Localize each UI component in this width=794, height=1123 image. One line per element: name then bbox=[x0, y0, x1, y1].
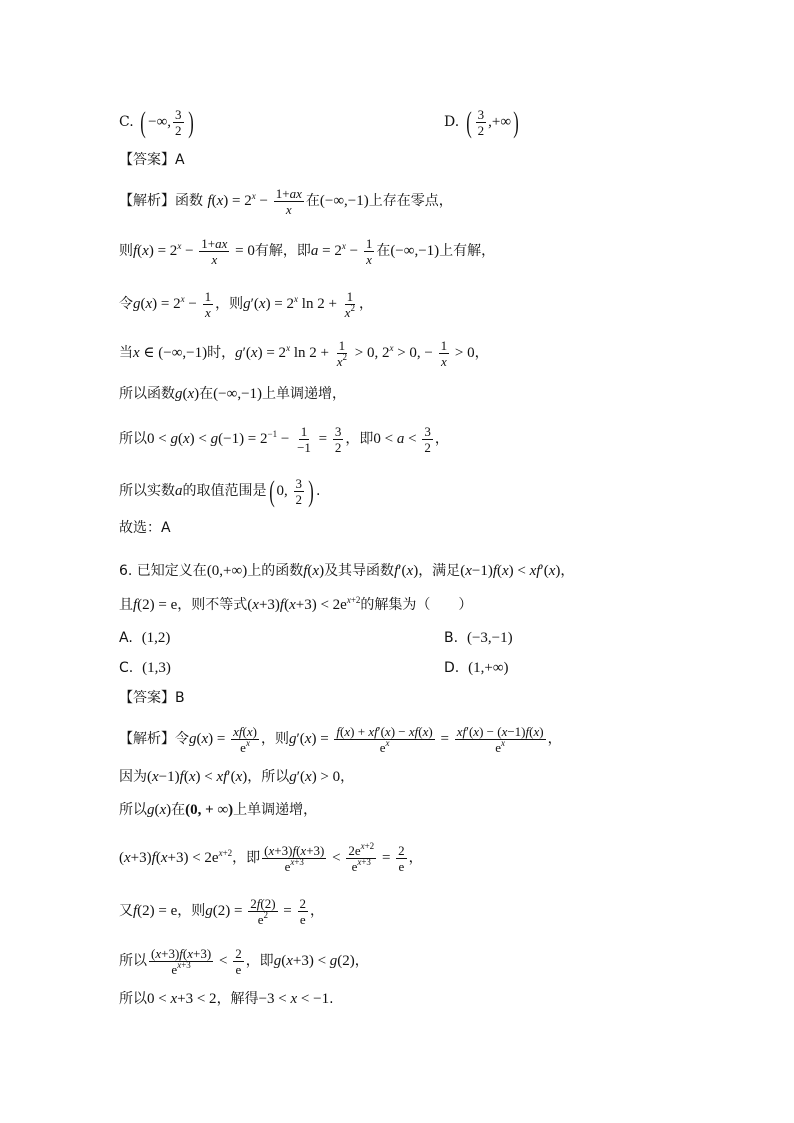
solution-line-1: 【解析】令g(x) = $\frac{xf(x)}{e^x}$ ，则g′(x) = $\frac{f(x) + xf'(x) - xf(x)}{e^x}$ = $\frac{xf'(x) - (x-1)f(x)}{e^x}$ ， bbox=[119, 724, 562, 755]
option-c: C. (1,3) bbox=[119, 660, 171, 676]
question-6-line-1: 6. 已知定义在(0,+∞)上的函数f(x)及其导函数f′(x)，满足(x−1)f(x) < xf′(x)， bbox=[119, 563, 575, 579]
option-c-top: C. ( −∞, $\frac{3}{2}$ ) bbox=[119, 107, 196, 138]
analysis-line-8: 故选：A bbox=[119, 520, 171, 536]
option-d-top: D. ( $\frac{3}{2}$ ,+∞) bbox=[444, 107, 521, 138]
analysis-line-7: 所以实数a的取值范围是( 0, $\frac{3}{2}$ ) . bbox=[119, 474, 321, 508]
option-d: D. (1,+∞) bbox=[444, 660, 509, 676]
solution-line-3: 所以g(x)在(0, + ∞)上单调递增， bbox=[119, 802, 318, 818]
solution-line-5: 又f(2) = e，则g(2) = $\frac{2f(2)}{e^2}$ = $\frac{2}{e}$ ， bbox=[119, 896, 324, 927]
question-6-line-2: 且f(2) = e，则不等式$(x+3)f(x+3) < 2e^{x+2}$的解集为（ ） bbox=[119, 595, 473, 613]
answer-1: 【答案】A bbox=[119, 152, 185, 168]
option-c-expr: ( −∞, $\frac{3}{2}$ ) bbox=[140, 105, 194, 139]
analysis-line-2: 则$f(x) = 2^x$ − $\frac{1+ax}{x}$ = 0有解，即$a = 2^x$ − $\frac{1}{x}$ 在(−∞,−1)上有解， bbox=[119, 236, 496, 267]
solution-line-6: 所以 $\frac{(x+3)f(x+3)}{e^{x+3}}$ < $\frac{2}{e}$ ，即g(x+3) < g(2)， bbox=[119, 946, 369, 977]
answer-2: 【答案】B bbox=[119, 690, 185, 706]
option-d-expr: ( $\frac{3}{2}$ ,+∞) bbox=[465, 105, 519, 139]
analysis-line-6: 所以$0 < g(x) < g(-1) = 2^{-1}$ − $\frac{1}{-1}$ = $\frac{3}{2}$ ，即0 < a < $\frac{3}{2}$ ， bbox=[119, 424, 449, 455]
solution-line-7: 所以0 < x+3 < 2，解得−3 < x < −1. bbox=[119, 991, 334, 1007]
analysis-line-5: 所以函数g(x)在(−∞,−1)上单调递增， bbox=[119, 386, 347, 402]
analysis-line-3: 令$g(x) = 2^x$ − $\frac{1}{x}$ ，则$g'(x) = 2^x$ ln 2 + $\frac{1}{x^2}$ ， bbox=[119, 289, 373, 320]
solution-line-2: 因为(x−1)f(x) < xf′(x)，所以g′(x) > 0， bbox=[119, 769, 355, 785]
solution-line-4: $(x+3)f(x+3) < 2e^{x+2}$，即 $\frac{(x+3)f(x+3)}{e^{x+3}}$ < $\frac{2e^{x+2}}{e^{x+3}}$ = $\frac{2}{e}$ ， bbox=[119, 841, 423, 874]
option-a: A. (1,2) bbox=[119, 630, 171, 646]
analysis-line-1: 【解析】函数 $f(x) = 2^x$ − $\frac{1+ax}{x}$ 在(−∞,−1)上存在零点， bbox=[119, 186, 453, 217]
analysis-line-4: 当x ∈ (−∞,−1)时，$g'(x) = 2^x$ ln 2 + $\frac{1}{x^2}$ > 0, $2^x > 0$, − $\frac{1}{x}$ > 0， bbox=[119, 338, 489, 369]
option-b: B. (−3,−1) bbox=[444, 630, 513, 646]
